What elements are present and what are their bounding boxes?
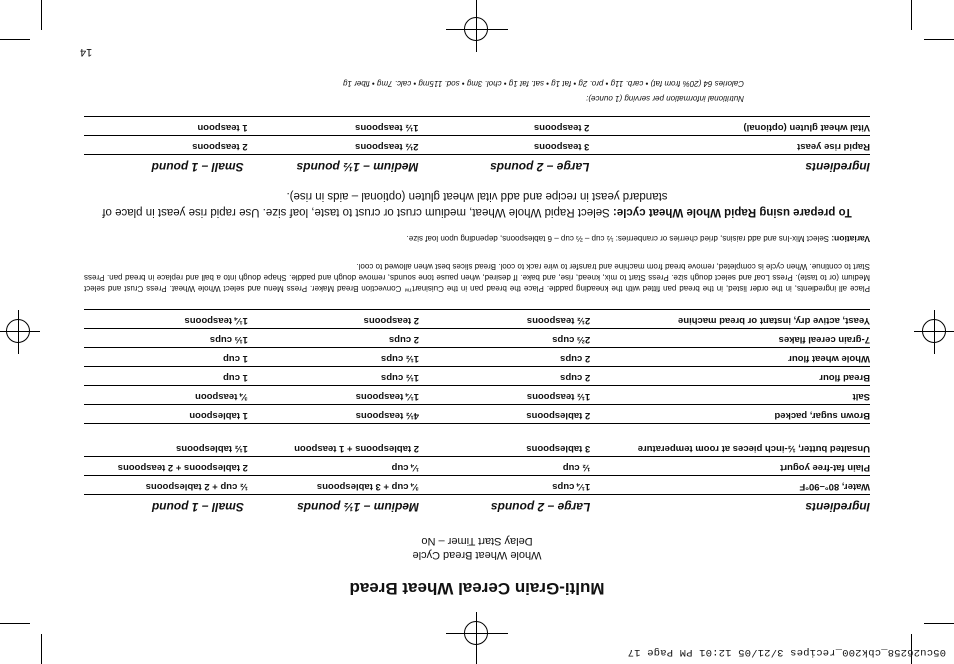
delay-timer-label: Delay Start Timer – No	[421, 535, 533, 547]
method-text: Place all ingredients, in the order listed, in the bread pan fitted with the kneading paddle. Place the bread pan in the Cuisinart™ Convection Bread Maker. Press Menu and select Whole Wheat. Press Crust and select Medium (or to taste). Press Loaf and select dough size. Press Start to mix, knead, rise, and bake. If desired, when pause tone sounds, remove dough and paddle. Shape dough into a ball and replace in bread pan. Press Start to continue. When cycle is completed, remove bread from machine and transfer to wire rack to cool. Bread slices best when allowed to cool.	[84, 262, 870, 293]
crop-mark	[41, 0, 42, 30]
nutrition-info	[124, 78, 744, 104]
ingredient-name: Yeast, active dry, instant or bread machine	[590, 310, 870, 329]
ingredient-name: Whole wheat flour	[590, 348, 870, 367]
amount-small: 2 tablespoons + 2 teaspoons	[84, 457, 248, 476]
table-row	[84, 367, 870, 386]
amount-large: 2 cups	[419, 367, 590, 386]
amount-small: ¾ teaspoon	[84, 386, 248, 405]
amount-medium: 1½ teaspoons	[248, 117, 419, 136]
nutrition-note: Nutritional information per serving (1 ounce):	[586, 94, 744, 103]
page-number: 14	[80, 46, 93, 58]
amount-small: 1 teaspoon	[84, 117, 248, 136]
crop-mark	[924, 623, 954, 624]
amount-small: 1 tablespoon	[84, 405, 248, 424]
ingredient-name: Bread flour	[590, 367, 870, 386]
table-header	[84, 495, 870, 515]
crop-mark	[924, 39, 954, 40]
amount-small: 1⅓ cups	[84, 329, 248, 348]
col-small: Small – 1 pound	[151, 160, 244, 174]
amount-small: 1 cup	[84, 348, 248, 367]
crop-mark	[0, 39, 30, 40]
table-row	[84, 348, 870, 367]
ingredient-name: Water, 80°–90°F	[590, 476, 870, 495]
table-row	[84, 405, 870, 424]
variation-text	[84, 233, 870, 244]
rapid-ingredients-table	[84, 116, 870, 174]
amount-large: 3 tablespoons	[419, 424, 590, 457]
amount-medium: 1¼ teaspoons	[248, 386, 419, 405]
nutrition-values: Calories 64 (20% from fat) • carb. 11g • pro. 2g • fat 1g • sat. fat 1g • chol. 3mg • sod. 115mg • calc. 7mg • fiber 1g	[343, 79, 744, 88]
ingredient-name: Vital wheat gluten (optional)	[589, 117, 870, 136]
rapid-cycle-instructions	[84, 188, 870, 220]
amount-medium: 2 tablespoons + 1 teaspoon	[248, 424, 419, 457]
rapid-body: Select Rapid Whole Wheat, medium crust or crust to taste, loaf size. Use rapid rise yeast in place of standard yeast in recipe and add vital wheat gluten (optional – aids in rise).	[102, 190, 668, 218]
ingredient-name: 7-grain cereal flakes	[590, 329, 870, 348]
table-row	[84, 117, 870, 136]
recipe-title: Multi-Grain Cereal Wheat Bread	[349, 579, 605, 598]
col-large: Large – 2 pounds	[490, 500, 591, 514]
amount-medium: 2 cups	[248, 329, 419, 348]
amount-medium: 4½ teaspoons	[248, 405, 419, 424]
amount-small: 2 teaspoons	[84, 136, 248, 155]
print-slug: 05cu26258_cbk200_recipes 3/21/05 12:01 PM Page 17	[627, 646, 946, 658]
table-row	[84, 310, 870, 329]
table-row	[84, 329, 870, 348]
crop-mark	[0, 623, 30, 624]
col-ingredients: Ingredients	[805, 500, 870, 514]
rapid-heading: To prepare using Rapid Whole Wheat cycle:	[612, 206, 852, 218]
amount-large: 1½ teaspoons	[419, 386, 590, 405]
table-row	[84, 386, 870, 405]
amount-large: 3 teaspoons	[419, 136, 590, 155]
table-row	[84, 424, 870, 457]
table-header	[84, 155, 870, 175]
recipe-subtitle	[0, 534, 954, 562]
amount-large: 2½ teaspoons	[419, 310, 590, 329]
amount-medium: 2 teaspoons	[248, 310, 419, 329]
col-medium: Medium – 1½ pounds	[297, 500, 420, 514]
amount-small: 1 cup	[84, 367, 248, 386]
ingredient-name: Rapid rise yeast	[589, 136, 870, 155]
amount-large: 2⅔ cups	[419, 329, 590, 348]
table-row	[84, 476, 870, 495]
variation-label: Variation:	[831, 234, 870, 244]
amount-medium: 2½ teaspoons	[248, 136, 419, 155]
ingredient-name: Brown sugar, packed	[590, 405, 870, 424]
crop-mark	[41, 634, 42, 664]
cycle-label: Whole Wheat Bread Cycle	[412, 549, 542, 561]
col-medium: Medium – 1½ pounds	[296, 160, 419, 174]
amount-small: 1½ tablespoons	[84, 424, 248, 457]
variation-body: Select Mix-Ins and add raisins, dried cherries or cranberries: ½ cup – ⅔ cup – 6 tablespoons, depending upon loaf size.	[406, 234, 832, 243]
ingredients-table	[84, 309, 870, 514]
amount-small: 1¼ teaspoons	[84, 310, 248, 329]
col-small: Small – 1 pound	[151, 500, 244, 514]
amount-large: 2 cups	[419, 348, 590, 367]
amount-large: 2 teaspoons	[419, 117, 590, 136]
amount-large: 2 tablespoons	[419, 405, 590, 424]
amount-medium: 1½ cups	[248, 367, 419, 386]
crop-mark	[911, 0, 912, 30]
ingredient-name: Salt	[590, 386, 870, 405]
amount-medium: 1½ cups	[248, 348, 419, 367]
table-row	[84, 136, 870, 155]
ingredient-name: Plain fat-free yogurt	[590, 457, 870, 476]
col-large: Large – 2 pounds	[490, 160, 590, 174]
amount-large: ½ cup	[419, 457, 590, 476]
amount-medium: ¾ cup + 3 tablespoons	[248, 476, 419, 495]
amount-large: 1¼ cups	[419, 476, 590, 495]
ingredient-name: Unsalted butter, ½-inch pieces at room temperature	[590, 424, 870, 457]
amount-small: ½ cup + 2 tablespoons	[84, 476, 248, 495]
table-row	[84, 457, 870, 476]
amount-medium: ¼ cup	[248, 457, 419, 476]
col-ingredients: Ingredients	[805, 160, 870, 174]
